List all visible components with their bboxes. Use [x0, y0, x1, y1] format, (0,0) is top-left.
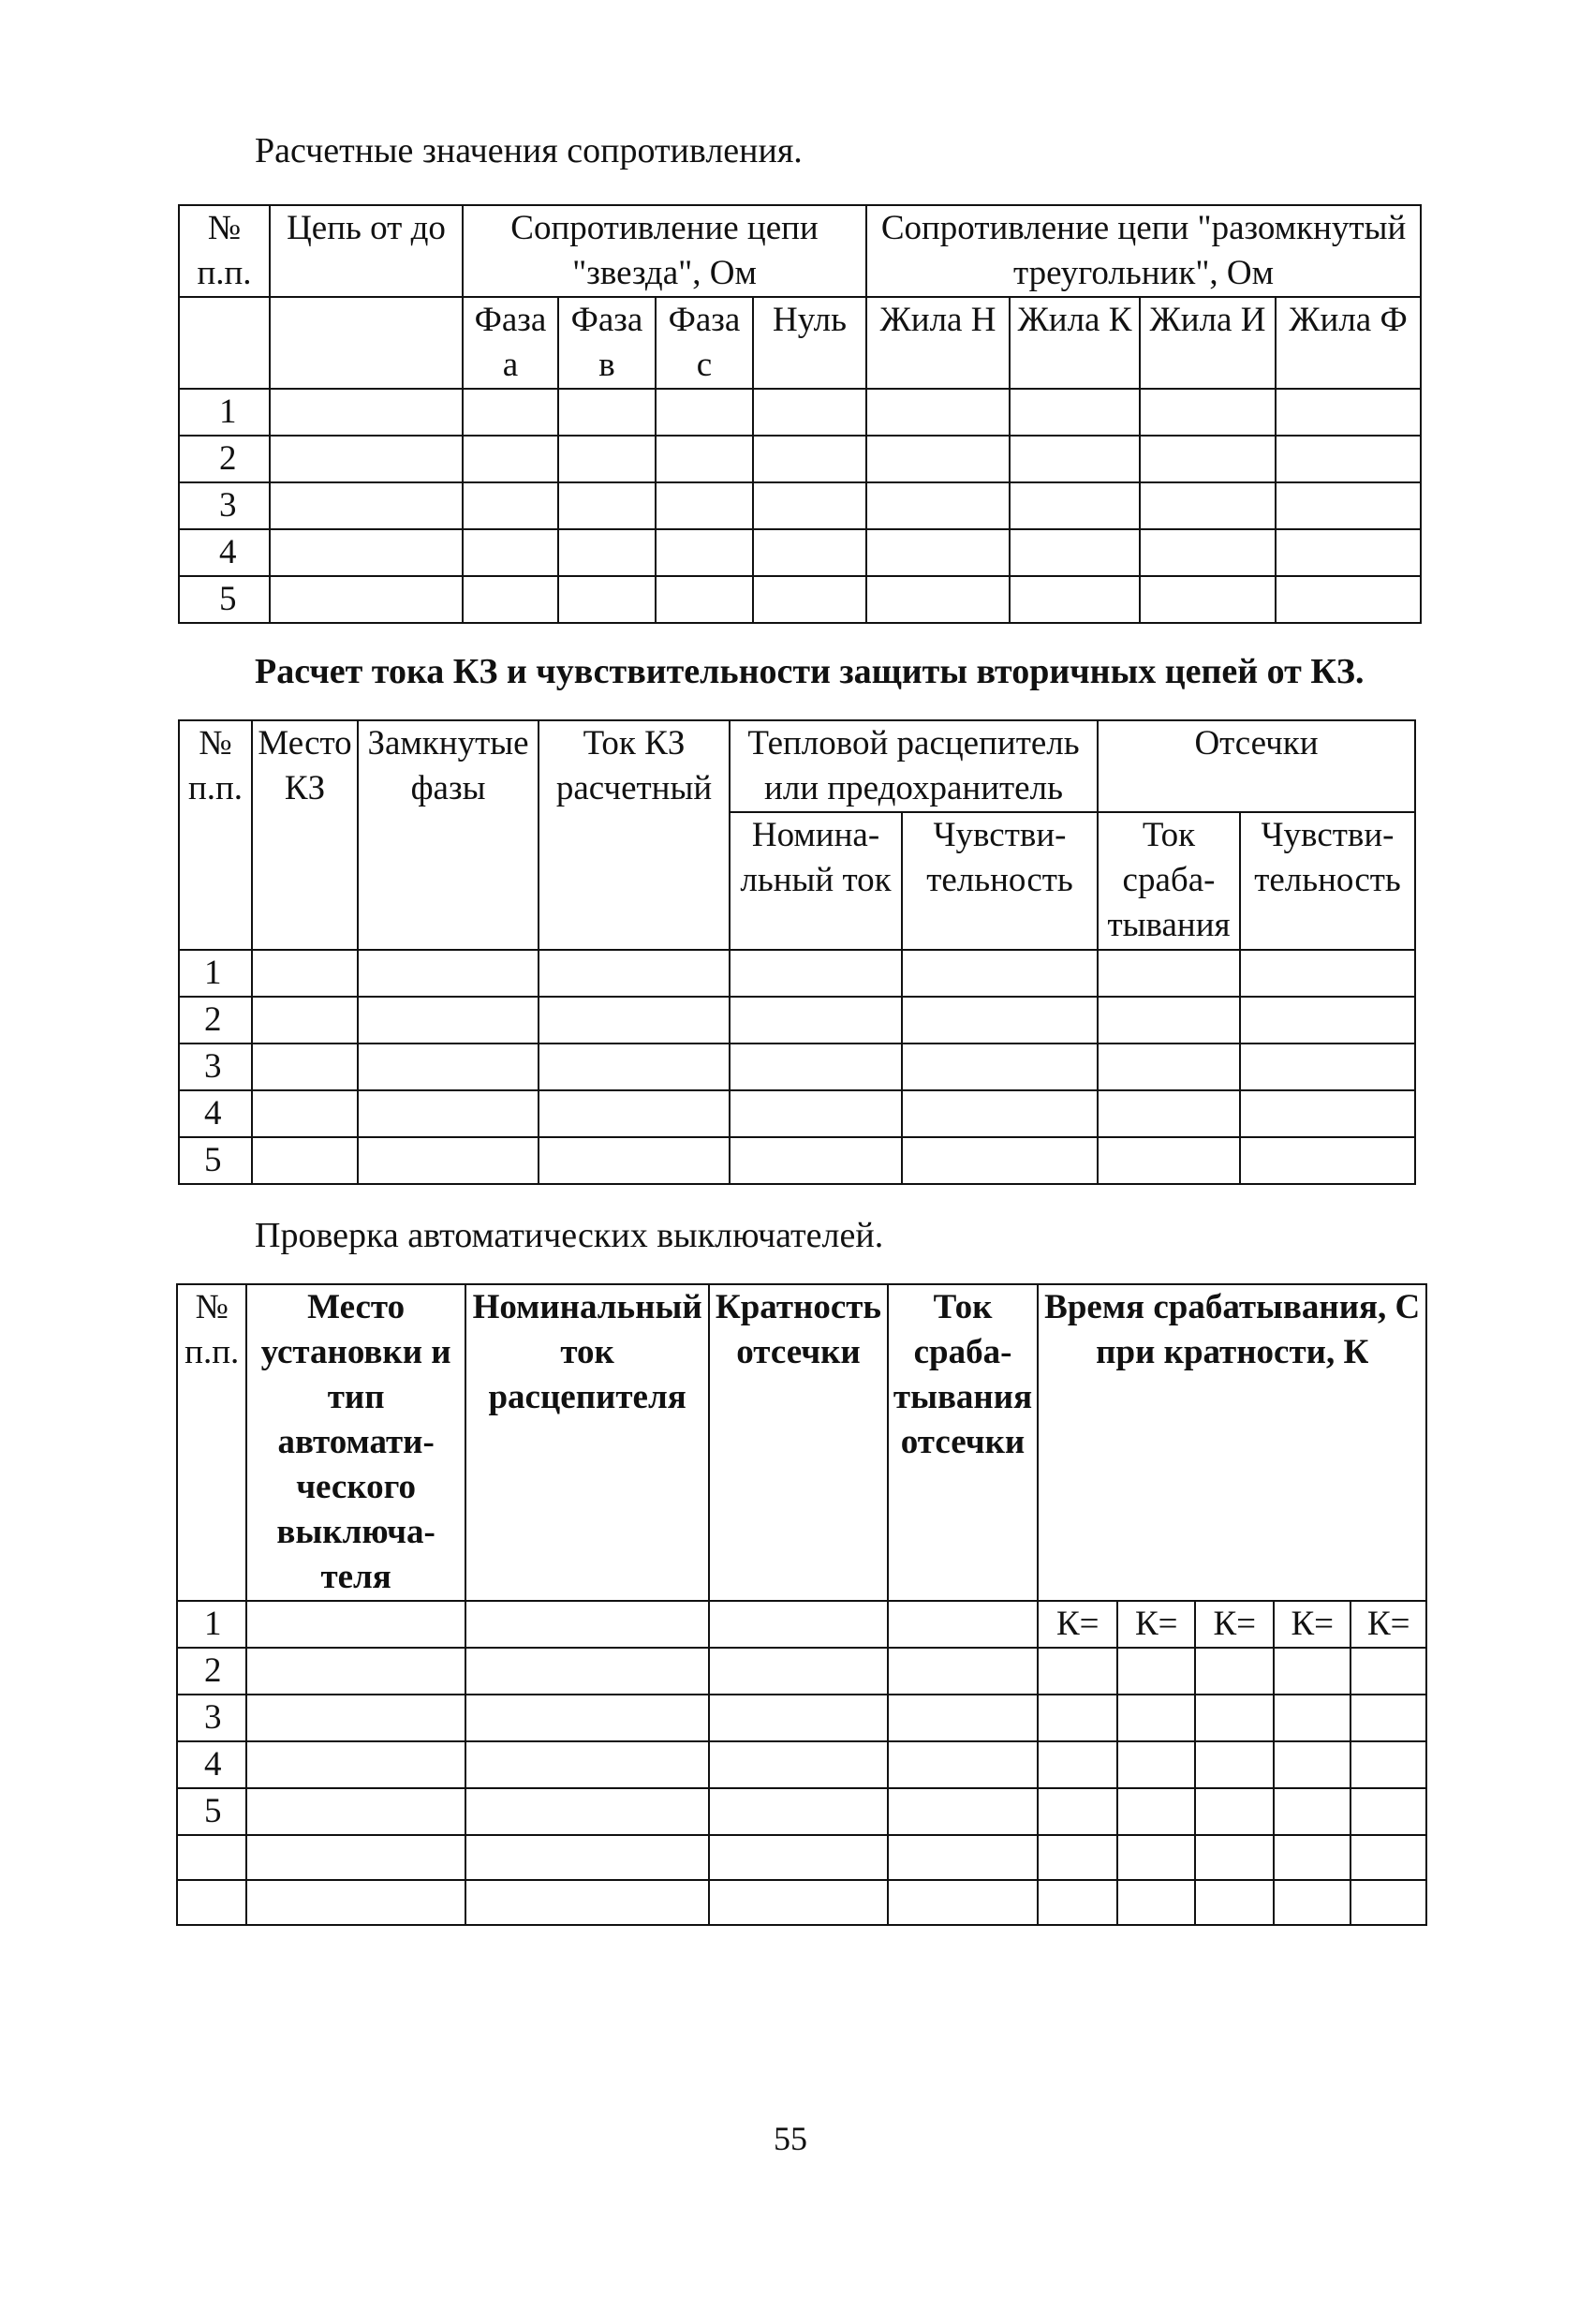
short-circuit-table	[178, 719, 1416, 1185]
col-multiplicity-header: Кратность отсечки	[709, 1284, 887, 1601]
core-n-header: Жила Н	[866, 297, 1010, 389]
col-delta-header: Сопротивление цепи "разомкнутый треугольник", Ом	[866, 205, 1421, 297]
row-number: 4	[179, 1090, 252, 1137]
row-number	[177, 1880, 246, 1925]
k-cell: К=	[1117, 1601, 1196, 1648]
col-current-header: Ток КЗ расчетный	[539, 720, 730, 950]
col-rated-header: Номинальный ток расцепителя	[465, 1284, 710, 1601]
rated-current-header: Номина-льный ток	[730, 812, 902, 950]
row-number: 2	[179, 436, 270, 482]
row-number: 5	[179, 1137, 252, 1184]
trip-current-header: Ток сраба-тывания	[1098, 812, 1240, 950]
row-number: 3	[179, 1044, 252, 1090]
col-phases-header: Замкнутые фазы	[358, 720, 539, 950]
row-number: 1	[179, 389, 270, 436]
sensitivity-header: Чувстви-тельность	[902, 812, 1098, 950]
page-number: 55	[774, 2120, 807, 2157]
k-cell: К=	[1350, 1601, 1426, 1648]
col-time-header: Время срабатывания, С при кратности, К	[1038, 1284, 1426, 1601]
table-row	[179, 576, 1421, 623]
col-num-header: № п.п.	[177, 1284, 246, 1601]
table-row	[177, 1741, 1426, 1788]
table-row	[179, 997, 1415, 1044]
col-thermal-header: Тепловой расцепитель или предохранитель	[730, 720, 1098, 812]
row-number: 5	[177, 1788, 246, 1835]
table-row	[179, 1044, 1415, 1090]
row-number: 1	[179, 950, 252, 997]
table-row	[179, 482, 1421, 529]
core-f-header: Жила Ф	[1276, 297, 1421, 389]
phase-a-header: Фаза а	[463, 297, 558, 389]
core-i-header: Жила И	[1140, 297, 1276, 389]
table-row	[179, 950, 1415, 997]
k-cell: К=	[1195, 1601, 1274, 1648]
k-cell: К=	[1274, 1601, 1350, 1648]
table-row	[177, 1835, 1426, 1880]
col-circuit-header: Цепь от до	[270, 205, 463, 297]
table-row	[179, 1090, 1415, 1137]
row-number: 4	[179, 529, 270, 576]
table-row	[179, 529, 1421, 576]
table-row	[177, 1601, 1426, 1648]
table-row	[179, 389, 1421, 436]
col-trip-header: Ток сраба-тывания отсечки	[888, 1284, 1039, 1601]
row-number	[177, 1835, 246, 1880]
k-cell: К=	[1038, 1601, 1117, 1648]
col-num-header: № п.п.	[179, 205, 270, 297]
section3-title: Проверка автоматических выключателей.	[255, 1216, 884, 1255]
empty-cell	[179, 297, 270, 389]
core-k-header: Жила К	[1010, 297, 1140, 389]
empty-cell	[270, 297, 463, 389]
col-place-header: Место установки и тип автомати-ческого выключа-теля	[246, 1284, 465, 1601]
table-row	[177, 1695, 1426, 1741]
col-place-header: Место КЗ	[252, 720, 358, 950]
row-number: 1	[177, 1601, 246, 1648]
section1-title: Расчетные значения сопротивления.	[255, 131, 803, 170]
breaker-check-table	[176, 1283, 1427, 1926]
row-number: 2	[177, 1648, 246, 1695]
col-cutoff-header: Отсечки	[1098, 720, 1415, 812]
cutoff-sensitivity-header: Чувстви-тельность	[1240, 812, 1415, 950]
row-number: 4	[177, 1741, 246, 1788]
row-number: 3	[179, 482, 270, 529]
col-star-header: Сопротивление цепи "звезда", Ом	[463, 205, 866, 297]
row-number: 2	[179, 997, 252, 1044]
row-number: 5	[179, 576, 270, 623]
neutral-header: Нуль	[753, 297, 866, 389]
table-row	[177, 1788, 1426, 1835]
table-row	[179, 436, 1421, 482]
resistance-table	[178, 204, 1422, 624]
col-num-header: № п.п.	[179, 720, 252, 950]
phase-b-header: Фаза в	[558, 297, 656, 389]
table-row	[177, 1648, 1426, 1695]
section2-title: Расчет тока КЗ и чувствительности защиты вторичных цепей от КЗ.	[255, 652, 1365, 691]
row-number: 3	[177, 1695, 246, 1741]
phase-c-header: Фаза с	[656, 297, 753, 389]
table-row	[177, 1880, 1426, 1925]
table-row	[179, 1137, 1415, 1184]
